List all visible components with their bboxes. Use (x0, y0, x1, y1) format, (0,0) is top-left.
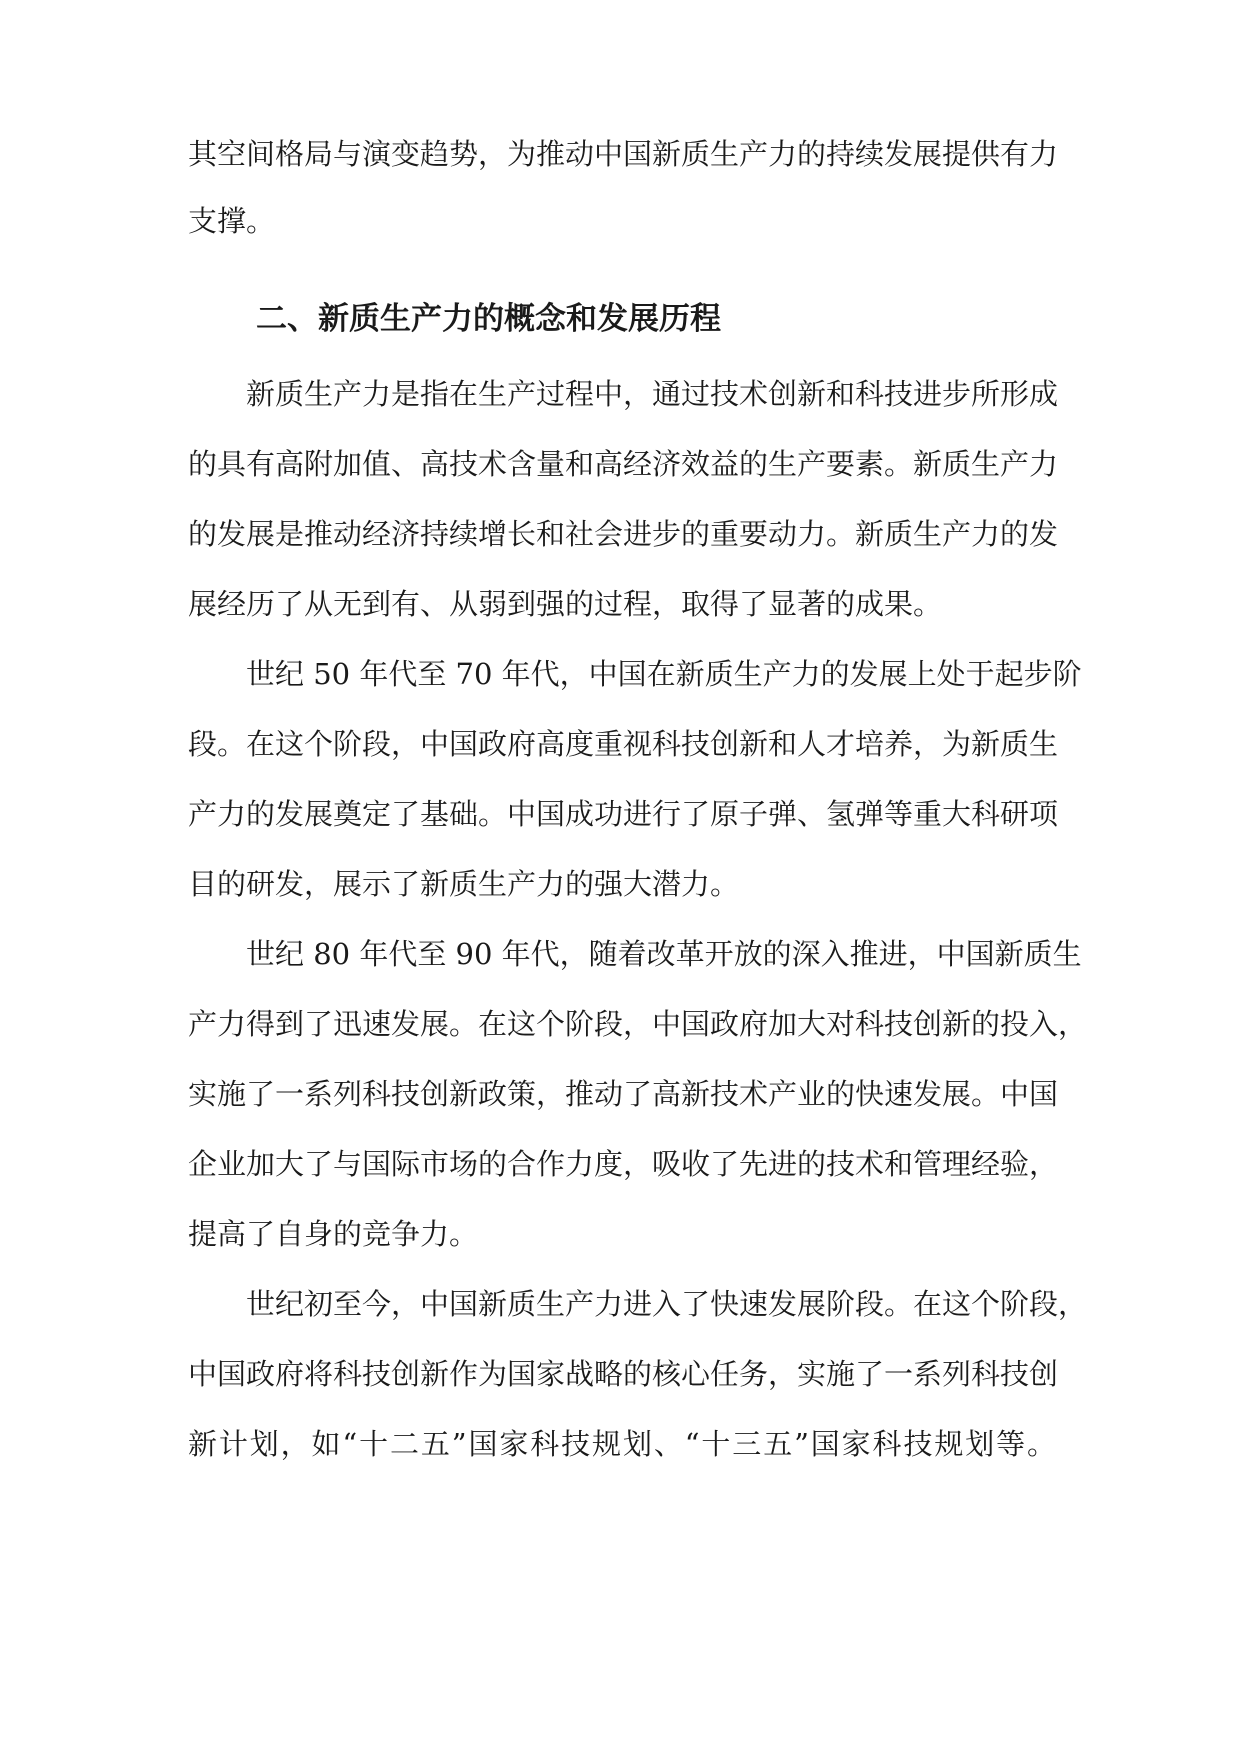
paragraph-4-line-2: 中国政府将科技创新作为国家战略的核心任务，实施了一系列科技创 (188, 1357, 1059, 1391)
paragraph-3-line-4: 企业加大了与国际市场的合作力度，吸收了先进的技术和管理经验， (188, 1147, 1059, 1181)
intro-line-2: 支撑。 (188, 204, 276, 238)
paragraph-4-line-1: 世纪初至今，中国新质生产力进入了快速发展阶段。在这个阶段， (246, 1287, 1088, 1321)
paragraph-3-line-1: 世纪 80 年代至 90 年代，随着改革开放的深入推进，中国新质生 (246, 937, 1082, 971)
paragraph-1-line-1: 新质生产力是指在生产过程中，通过技术创新和科技进步所形成 (246, 377, 1059, 411)
paragraph-1-line-3: 的发展是推动经济持续增长和社会进步的重要动力。新质生产力的发 (188, 517, 1059, 551)
paragraph-3-line-2: 产力得到了迅速发展。在这个阶段，中国政府加大对科技创新的投入， (188, 1007, 1088, 1041)
paragraph-1-line-2: 的具有高附加值、高技术含量和高经济效益的生产要素。新质生产力 (188, 447, 1059, 481)
paragraph-3-line-3: 实施了一系列科技创新政策，推动了高新技术产业的快速发展。中国 (188, 1077, 1059, 1111)
paragraph-1-line-4: 展经历了从无到有、从弱到强的过程，取得了显著的成果。 (188, 587, 943, 621)
paragraph-3-line-5: 提高了自身的竞争力。 (188, 1217, 479, 1251)
paragraph-4-line-3: 新计划，如“十二五”国家科技规划、“十三五”国家科技规划等。 (188, 1427, 1056, 1461)
section-heading: 二、新质生产力的概念和发展历程 (256, 301, 721, 337)
paragraph-2-line-1: 世纪 50 年代至 70 年代，中国在新质生产力的发展上处于起步阶 (246, 657, 1082, 691)
paragraph-2-line-3: 产力的发展奠定了基础。中国成功进行了原子弹、氢弹等重大科研项 (188, 797, 1059, 831)
paragraph-2-line-2: 段。在这个阶段，中国政府高度重视科技创新和人才培养，为新质生 (188, 727, 1059, 761)
intro-line-1: 其空间格局与演变趋势，为推动中国新质生产力的持续发展提供有力 (188, 137, 1059, 171)
paragraph-2-line-4: 目的研发，展示了新质生产力的强大潜力。 (188, 867, 740, 901)
